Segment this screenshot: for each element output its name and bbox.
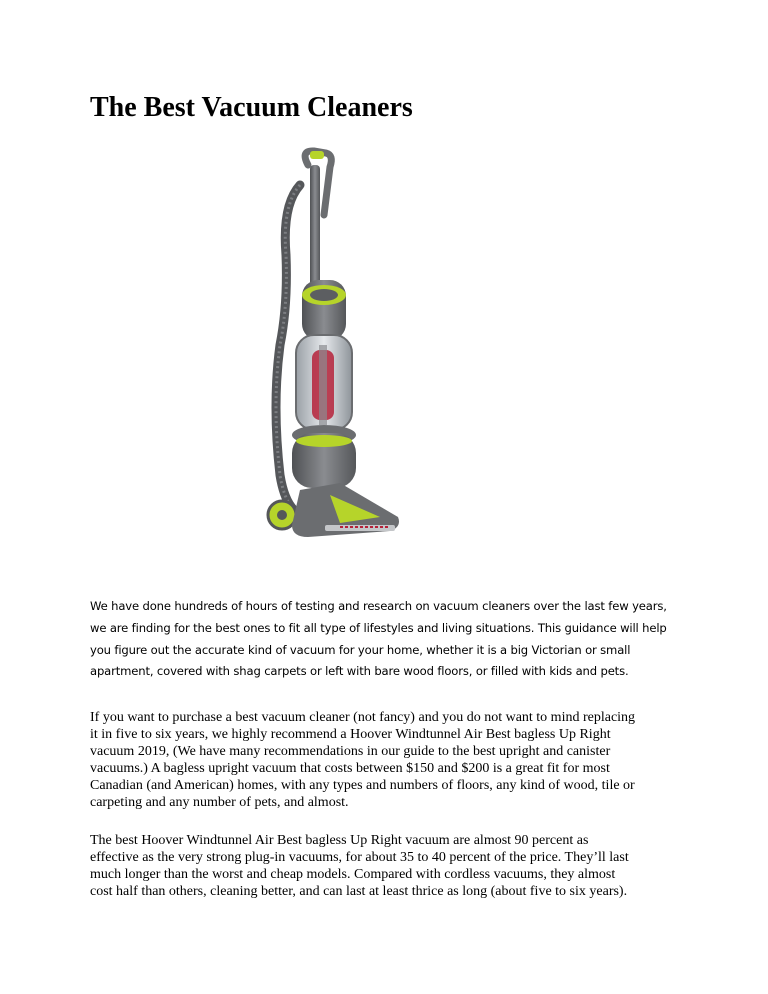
intro-line: you figure out the accurate kind of vacuum for your home, whether it is a big Victorian or small [90, 642, 631, 657]
vacuum-illustration [230, 145, 420, 555]
intro-paragraph [90, 596, 690, 683]
paragraph-line: If you want to purchase a best vacuum cleaner (not fancy) and you do not want to mind replacing [90, 710, 636, 725]
paragraph-line: The best Hoover Windtunnel Air Best bagless Up Right vacuum are almost 90 percent as [90, 833, 589, 848]
paragraph-line: vacuum 2019, (We have many recommendations in our guide to the best upright and canister [90, 744, 611, 759]
paragraph-line: it in five to six years, we highly recommend a Hoover Windtunnel Air Best bagless Up Right [90, 727, 611, 742]
paragraph-line: carpeting and any number of pets, and almost. [90, 795, 349, 810]
paragraph-line: effective as the very strong plug-in vacuums, for about 35 to 40 percent of the price. They’ll last [90, 850, 629, 865]
paragraph-line: vacuums.) A bagless upright vacuum that costs between $150 and $200 is a great fit for most [90, 761, 610, 776]
intro-line: apartment, covered with shag carpets or left with bare wood floors, or filled with kids and pets. [90, 664, 629, 679]
paragraph-line: much longer than the worst and cheap models. Compared with cordless vacuums, they almost [90, 867, 616, 882]
comparison-paragraph [90, 832, 690, 900]
page-title: The Best Vacuum Cleaners [90, 92, 413, 123]
recommendation-paragraph [90, 709, 690, 811]
vacuum-cleaner-image [230, 145, 420, 555]
paragraph-line: Canadian (and American) homes, with any types and numbers of floors, any kind of wood, tile or [90, 778, 635, 793]
paragraph-line: cost half than others, cleaning better, and can last at least thrice as long (about five to six years). [90, 884, 628, 899]
intro-line: We have done hundreds of hours of testing and research on vacuum cleaners over the last few years, [90, 599, 667, 613]
intro-line: we are finding for the best ones to fit all type of lifestyles and living situations. This guidance will help [90, 620, 667, 635]
